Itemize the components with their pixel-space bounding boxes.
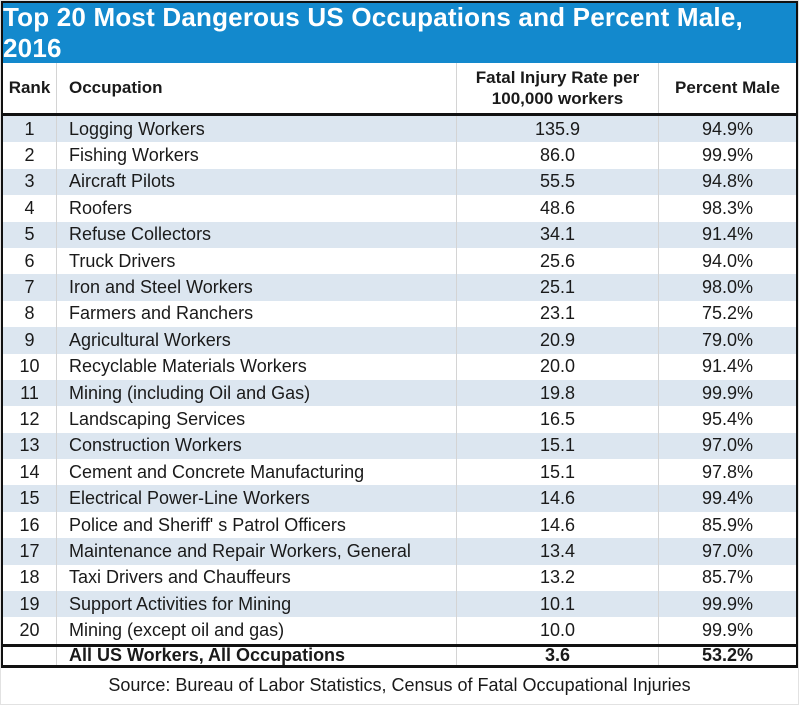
table-row [3,248,796,274]
percent-male-cell: 94.9% [658,116,796,142]
table-body [3,116,796,644]
percent-male-cell: 85.7% [658,565,796,591]
table-row [3,380,796,406]
table-row [3,142,796,168]
rate-cell: 86.0 [456,142,658,168]
rank-cell: 15 [19,488,40,509]
rate-cell: 14.6 [456,512,658,538]
occupation-cell: Fishing Workers [56,142,456,168]
percent-male-cell: 99.9% [658,591,796,617]
rank-cell: 18 [19,567,40,588]
occupation-cell: Truck Drivers [56,248,456,274]
rate-cell: 10.1 [456,591,658,617]
rate-cell: 34.1 [456,222,658,248]
header-row [3,63,796,116]
percent-male-cell: 99.4% [658,485,796,511]
column-header-fatal-injury-rate: Fatal Injury Rate per 100,000 workers [456,63,658,113]
rank-cell: 13 [19,435,40,456]
occupation-cell: Logging Workers [56,116,456,142]
table-row [3,274,796,300]
rate-cell: 13.4 [456,538,658,564]
rank-cell: 14 [19,461,40,482]
occupation-cell: Roofers [56,195,456,221]
rate-cell: 15.1 [456,433,658,459]
rank-cell: 17 [19,540,40,561]
table-row [3,327,796,353]
percent-male-cell: 75.2% [658,301,796,327]
summary-rate-cell: 3.6 [456,647,658,665]
column-header-occupation: Occupation [56,63,456,113]
percent-male-cell: 79.0% [658,327,796,353]
rank-cell: 4 [24,197,35,218]
rank-cell: 6 [24,250,35,271]
rank-cell: 12 [19,408,40,429]
rank-cell: 8 [24,303,35,324]
occupation-cell: Recyclable Materials Workers [56,354,456,380]
rank-cell: 3 [24,171,35,192]
rate-cell: 15.1 [456,459,658,485]
table-row [3,459,796,485]
table-row [3,591,796,617]
occupation-cell: Agricultural Workers [56,327,456,353]
occupation-cell: Aircraft Pilots [56,169,456,195]
summary-occupation-cell: All US Workers, All Occupations [56,647,456,665]
occupation-cell: Mining (including Oil and Gas) [56,380,456,406]
percent-male-cell: 98.0% [658,274,796,300]
table-row [3,406,796,432]
rate-cell: 25.6 [456,248,658,274]
summary-rank-cell [3,647,56,665]
rank-cell: 2 [24,145,35,166]
occupation-cell: Taxi Drivers and Chauffeurs [56,565,456,591]
column-header-rank: Rank [8,78,51,98]
rate-cell: 23.1 [456,301,658,327]
rate-cell: 14.6 [456,485,658,511]
table-row [3,565,796,591]
rate-cell: 13.2 [456,565,658,591]
table-box [1,1,798,668]
table-row [3,512,796,538]
occupation-cell: Farmers and Ranchers [56,301,456,327]
column-header-percent-male: Percent Male [658,63,796,113]
percent-male-cell: 85.9% [658,512,796,538]
rank-cell: 1 [24,118,35,139]
table-row [3,222,796,248]
rate-cell: 135.9 [456,116,658,142]
table-row [3,433,796,459]
percent-male-cell: 95.4% [658,406,796,432]
occupation-cell: Refuse Collectors [56,222,456,248]
occupation-cell: Support Activities for Mining [56,591,456,617]
rank-cell: 20 [19,620,40,641]
rank-cell: 16 [19,514,40,535]
occupation-cell: Maintenance and Repair Workers, General [56,538,456,564]
rate-cell: 48.6 [456,195,658,221]
occupation-cell: Mining (except oil and gas) [56,617,456,643]
percent-male-cell: 99.9% [658,380,796,406]
rank-cell: 10 [19,356,40,377]
percent-male-cell: 91.4% [658,222,796,248]
rank-cell: 5 [24,224,35,245]
percent-male-cell: 99.9% [658,142,796,168]
occupation-cell: Landscaping Services [56,406,456,432]
percent-male-cell: 94.0% [658,248,796,274]
occupation-cell: Construction Workers [56,433,456,459]
table-row [3,116,796,142]
percent-male-cell: 99.9% [658,617,796,643]
table-row [3,617,796,643]
rate-cell: 10.0 [456,617,658,643]
percent-male-cell: 97.8% [658,459,796,485]
percent-male-cell: 98.3% [658,195,796,221]
occupation-cell: Iron and Steel Workers [56,274,456,300]
occupation-cell: Cement and Concrete Manufacturing [56,459,456,485]
source-note: Source: Bureau of Labor Statistics, Census of Fatal Occupational Injuries [1,668,798,704]
percent-male-cell: 94.8% [658,169,796,195]
percent-male-cell: 97.0% [658,433,796,459]
table-row [3,195,796,221]
rate-cell: 20.0 [456,354,658,380]
percent-male-cell: 91.4% [658,354,796,380]
summary-row [3,644,796,668]
occupation-cell: Police and Sheriff' s Patrol Officers [56,512,456,538]
table-row [3,301,796,327]
summary-percent-male-cell: 53.2% [658,647,796,665]
rate-cell: 20.9 [456,327,658,353]
title-bar [3,3,796,63]
table-title: Top 20 Most Dangerous US Occupations and Percent Male, 2016 [3,2,743,63]
rank-cell: 11 [20,382,39,403]
table-row [3,485,796,511]
rate-cell: 25.1 [456,274,658,300]
rank-cell: 7 [24,277,35,298]
table-row [3,169,796,195]
rank-cell: 9 [24,329,35,350]
table-row [3,538,796,564]
occupation-cell: Electrical Power-Line Workers [56,485,456,511]
table-row [3,354,796,380]
rate-cell: 55.5 [456,169,658,195]
rank-cell: 19 [19,593,40,614]
rate-cell: 19.8 [456,380,658,406]
rate-cell: 16.5 [456,406,658,432]
percent-male-cell: 97.0% [658,538,796,564]
